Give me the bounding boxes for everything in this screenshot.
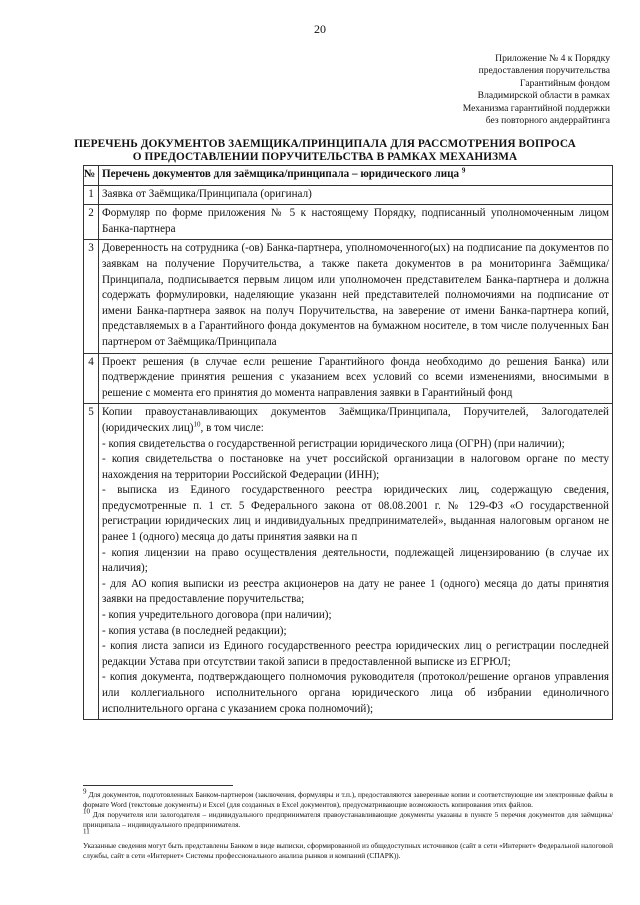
footnote: [83, 787, 613, 809]
row-number: 5: [84, 404, 99, 720]
row-number: 1: [84, 185, 99, 205]
row-intro-tail: , в том числе:: [200, 421, 264, 434]
list-item: - копия лицензии на право осуществления деятельности, подлежащей лицензированию (в случае их наличия);: [102, 546, 609, 575]
row-number: 2: [84, 205, 99, 240]
row-text: [99, 404, 613, 720]
footnote-text: Указанные сведения могут быть представлены Банком в виде выписки, сформированной из общедоступных источников (сайт в сети «Интернет» Федеральной налоговой службы, сайт в сети «Интернет» Системы профессионального анализа рынков и компаний (СПАРК)).: [83, 840, 613, 860]
row-number: 4: [84, 353, 99, 404]
appendix-line: Владимирской области в рамках: [477, 90, 610, 102]
list-item: - копия свидетельства о государственной регистрации юридического лица (ОГРН) (при наличии);: [102, 437, 565, 450]
appendix-line: Механизма гарантийной поддержки: [462, 102, 610, 114]
list-item: - копия документа, подтверждающего полномочия руководителя (протокол/решение органов управления или коллегиального исполнительного органа юридического лица об избрании единоличного исполнительного органа с указанием срока полномочий);: [102, 671, 609, 715]
footnotes: [83, 785, 613, 861]
table-row: [84, 353, 613, 404]
list-item: - для АО копия выписки из реестра акционеров на дату не ранее 1 (одного) месяца до даты принятия заявки на предоставление поручительства;: [102, 577, 609, 606]
appendix-line: Гарантийным фондом: [520, 77, 610, 89]
row-intro: [102, 405, 609, 436]
header-number: №: [84, 166, 99, 186]
table-row: [84, 185, 613, 205]
footnote-text: Для документов, подготовленных Банком-партнером (заключения, формуляры и т.п.), предоставляются заверенные копии и соответствующие им электронные файлы в формате Word (текстовые документы) и Excel (для созданных в Excel документов), предусматривающие возможность копирования этих файлов.: [83, 790, 613, 809]
footnote-divider: [83, 785, 233, 786]
table-row: [84, 205, 613, 240]
footnote-text: Для поручителя или залогодателя – индивидуального предпринимателя правоустанавливающие документы указаны в пункте 5 перечня документов для заёмщика/принципала – индивидуального предпринимателя.: [83, 810, 613, 829]
row-text: Формуляр по форме приложения № 5 к настоящему Порядку, подписанный уполномоченным лицом Банка-партнера: [99, 205, 613, 240]
table-row: [84, 404, 613, 720]
title-line: О ПРЕДОСТАВЛЕНИИ ПОРУЧИТЕЛЬСТВА В РАМКАХ МЕХАНИЗМА: [132, 151, 518, 163]
footnote: [83, 807, 613, 829]
header-title: [99, 166, 613, 186]
row-text: Доверенность на сотрудника (-ов) Банка-партнера, уполномоченного(ых) на подписание па документов по заявкам на получение Поручительства, а также пакета документов в ра мониторинга Заёмщика/Принципала, подписывается первым лицом или уполномочен представителем Банка-партнера и должна содержать формулировки, наделяющие указанн ней представителей полномочиями на подписание от имени Банка-партнера заявок на получ Поручительства, на заверение от имени Банка-партнера копий, представляемых в а Гарантийного фонда документов на бумажном носителе, в том числе полученных Бан партнером от Заёмщика/Принципала: [99, 240, 613, 353]
appendix-line: предоставления поручительства: [478, 65, 610, 77]
list-item: - выписка из Единого государственного реестра юридических лиц, содержащую сведения, предусмотренные п. 1 ст. 5 Федерального закона от 08.08.2001 г. № 129-ФЗ «О государственной регистрации юридических лиц и индивидуальных предпринимателей», выданная налоговым органом не ранее 1 (одного) месяца до даты принятия заявки на п: [102, 484, 609, 544]
footnote-mark: 11: [83, 827, 90, 836]
document-title: [70, 138, 580, 164]
row-number: 3: [84, 240, 99, 353]
footnote-mark: 9: [83, 787, 87, 796]
documents-table: [83, 165, 613, 720]
footnote-ref: 10: [193, 420, 201, 429]
header-title-text: Перечень документов для заёмщика/принципала – юридического лица: [102, 168, 460, 180]
list-item: - копия листа записи из Единого государственного реестра юридических лиц о регистрации последней редакции Устава при отсутствии такой записи в предоставленной выписке из ЕГРЮЛ;: [102, 640, 609, 668]
list-item: - копия свидетельства о постановке на учет российской организации в налоговом органе по месту нахождения на территории Российской Федерации (ИНН);: [102, 453, 609, 481]
appendix-line: без повторного андеррайтинга: [485, 115, 610, 127]
page-number: 20: [314, 22, 326, 36]
footnote: [83, 827, 613, 840]
list-item: - копия учредительного договора (при наличии);: [102, 609, 332, 622]
list-item: - копия устава (в последней редакции);: [102, 624, 287, 637]
row-intro-text: Копии правоустанавливающих документов Заёмщика/Принципала, Поручителей, Залогодателей (юридических лиц): [102, 406, 609, 434]
row-text: Проект решения (в случае если решение Гарантийного фонда необходимо до решения Банка) или подтверждение принятия решения с указанием всех условий со всеми изменениями, вносимыми в решение с момента его принятия до момента направления заявки в Гарантийный фонд: [99, 353, 613, 404]
appendix-line: Приложение № 4 к Порядку: [495, 53, 610, 64]
footnote-mark: 10: [83, 807, 90, 816]
table-header-row: [84, 166, 613, 186]
row-text: Заявка от Заёмщика/Принципала (оригинал): [99, 185, 613, 205]
footnote: [83, 841, 613, 860]
table-row: [84, 240, 613, 353]
footnote-ref: 9: [461, 166, 466, 175]
title-line: ПЕРЕЧЕНЬ ДОКУМЕНТОВ ЗАЕМЩИКА/ПРИНЦИПАЛА ДЛЯ РАССМОТРЕНИЯ ВОПРОСА: [74, 138, 576, 150]
appendix-header: [350, 53, 610, 127]
